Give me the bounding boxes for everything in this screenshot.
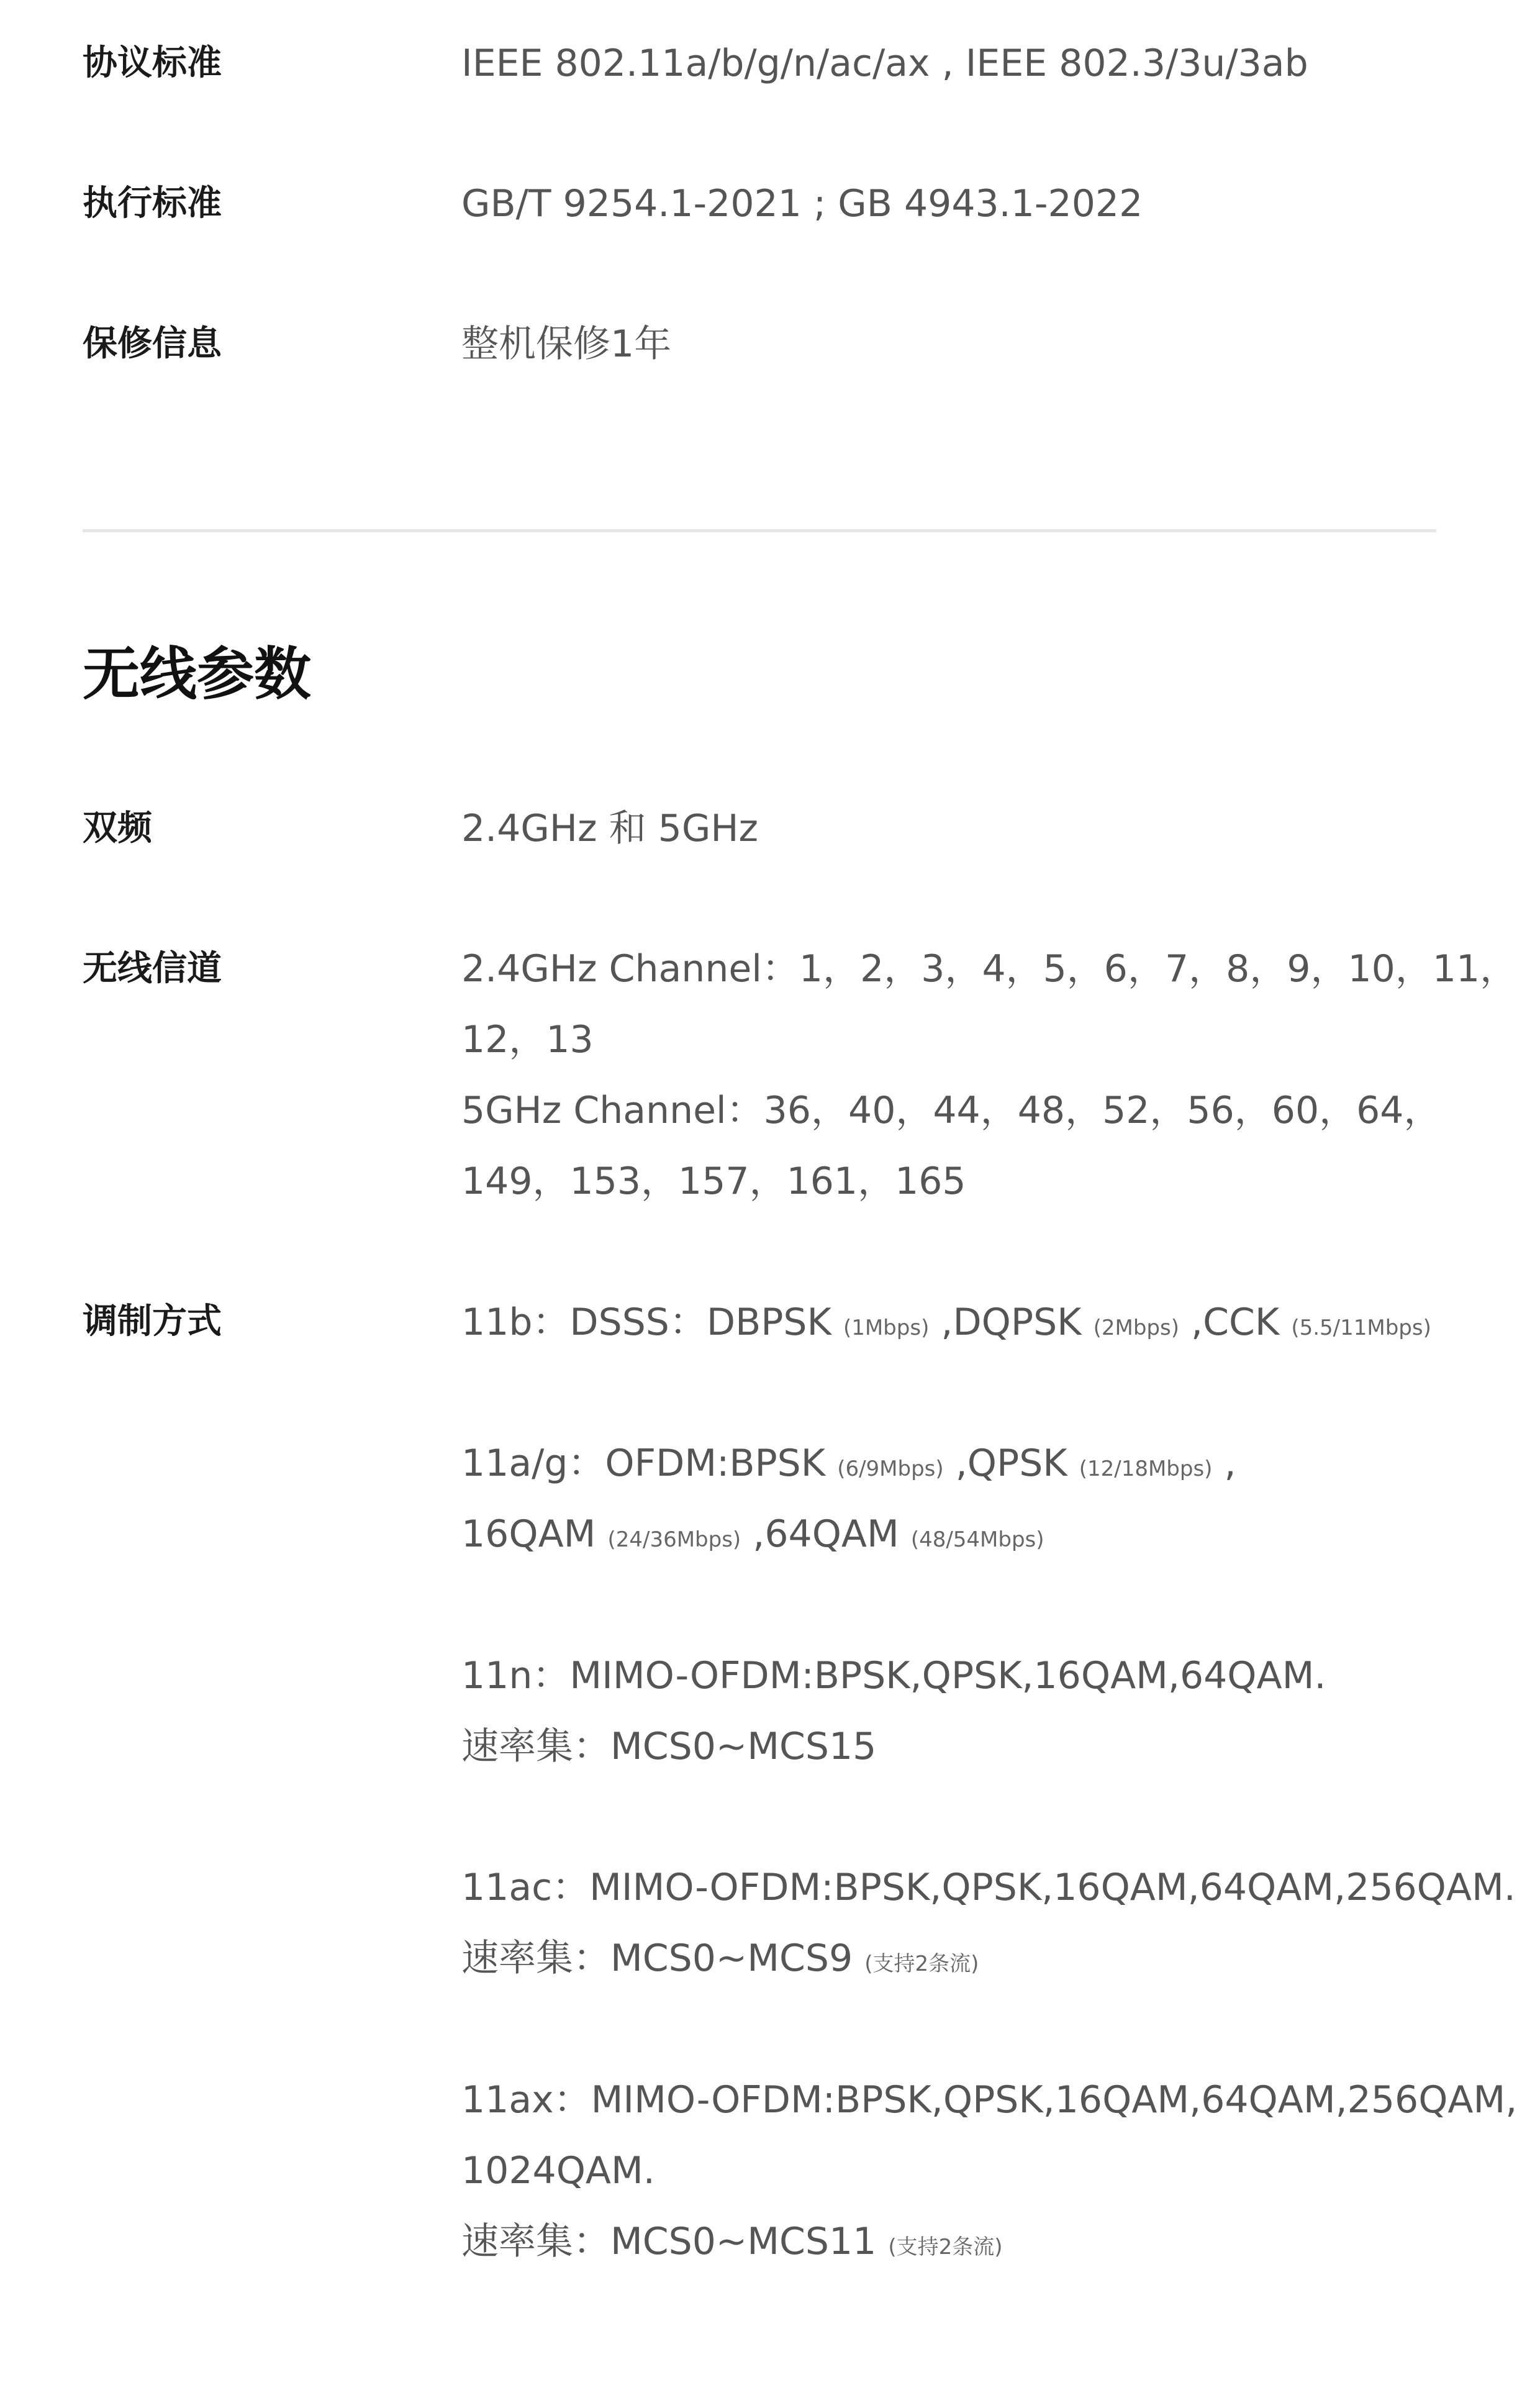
warranty-label: 保修信息 [83,324,222,364]
mod-11b-dbpsk-rate: (1Mbps) [843,1315,930,1340]
mod-11ag-qpsk-rate: (12/18Mbps) [1079,1456,1213,1481]
mod-11ax-rate-set: 速率集：MCS0~MCS11 [461,2220,889,2263]
modulation-11ax-line-1: 11ax：MIMO-OFDM:BPSK,QPSK,16QAM,64QAM,256QAM, [461,2078,1518,2122]
modulation-label: 调制方式 [83,1301,222,1342]
modulation-11ax-line-3 [461,2206,1517,2277]
dual-band-value: 2.4GHz 和 5GHz [461,807,758,850]
modulation-11ac [461,1852,1517,1994]
mod-11b-cck: ,CCK [1179,1301,1292,1344]
modulation-11n-line-1: 11n：MIMO-OFDM:BPSK,QPSK,16QAM,64QAM. [461,1654,1326,1697]
wireless-section-title: 无线参数 [83,641,312,707]
mod-11ag-64qam: ,64QAM [741,1512,911,1556]
mod-11b-cck-rate: (5.5/11Mbps) [1291,1315,1431,1340]
modulation-11ag-line-2 [461,1499,1517,1570]
modulation-11ax-line-2: 1024QAM. [461,2149,655,2192]
modulation-11n-line-2: 速率集：MCS0~MCS15 [461,1725,877,1768]
protocol-label: 协议标准 [83,43,222,83]
section-divider [83,529,1436,532]
mod-11b-prefix: 11b：DSSS：DBPSK [461,1301,843,1344]
modulation-11ax [461,2065,1517,2277]
channels-line-1: 2.4GHz Channel：1，2，3，4，5，6，7，8，9，10，11， [461,947,1518,991]
protocol-value: IEEE 802.11a/b/g/n/ac/ax , IEEE 802.3/3u/3ab [461,42,1308,85]
modulation-11b-line [461,1287,1517,1358]
mod-11ag-prefix: 11a/g：OFDM:BPSK [461,1442,838,1485]
mod-11ag-16qam-rate: (24/36Mbps) [607,1527,741,1552]
mod-11ac-rate-set: 速率集：MCS0~MCS9 [461,1937,865,1980]
channels-line-3: 5GHz Channel：36，40，44，48，52，56，60，64， [461,1089,1441,1132]
modulation-11ag-line-1 [461,1428,1517,1499]
mod-11ag-bpsk-rate: (6/9Mbps) [837,1456,944,1481]
standard-value: GB/T 9254.1-2021 ; GB 4943.1-2022 [461,182,1143,225]
modulation-11n [461,1640,1517,1782]
channels-label: 无线信道 [83,948,222,989]
modulation-11ac-line-1: 11ac：MIMO-OFDM:BPSK,QPSK,16QAM,64QAM,256QAM. [461,1866,1516,1909]
mod-11ax-note: (支持2条流) [888,2235,1003,2260]
mod-11ac-note: (支持2条流) [864,1951,979,1976]
standard-label: 执行标准 [83,183,222,224]
mod-11ag-64qam-rate: (48/54Mbps) [910,1527,1044,1552]
mod-11ag-comma: , [1212,1442,1236,1485]
channels-line-4: 149，153，157，161，165 [461,1160,966,1203]
modulation-11ac-line-2 [461,1923,1517,1994]
mod-11b-dqpsk-rate: (2Mbps) [1093,1315,1179,1340]
modulation-11ag [461,1428,1517,1570]
mod-11ag-qpsk: ,QPSK [943,1442,1079,1485]
channels-line-2: 12，13 [461,1018,594,1061]
channels-value [461,934,1517,1217]
mod-11b-dqpsk: ,DQPSK [929,1301,1094,1344]
modulation-11b [461,1287,1517,1358]
mod-11ag-16qam: 16QAM [461,1512,608,1556]
dual-band-label: 双频 [83,808,152,848]
warranty-value: 整机保修1年 [461,322,672,366]
